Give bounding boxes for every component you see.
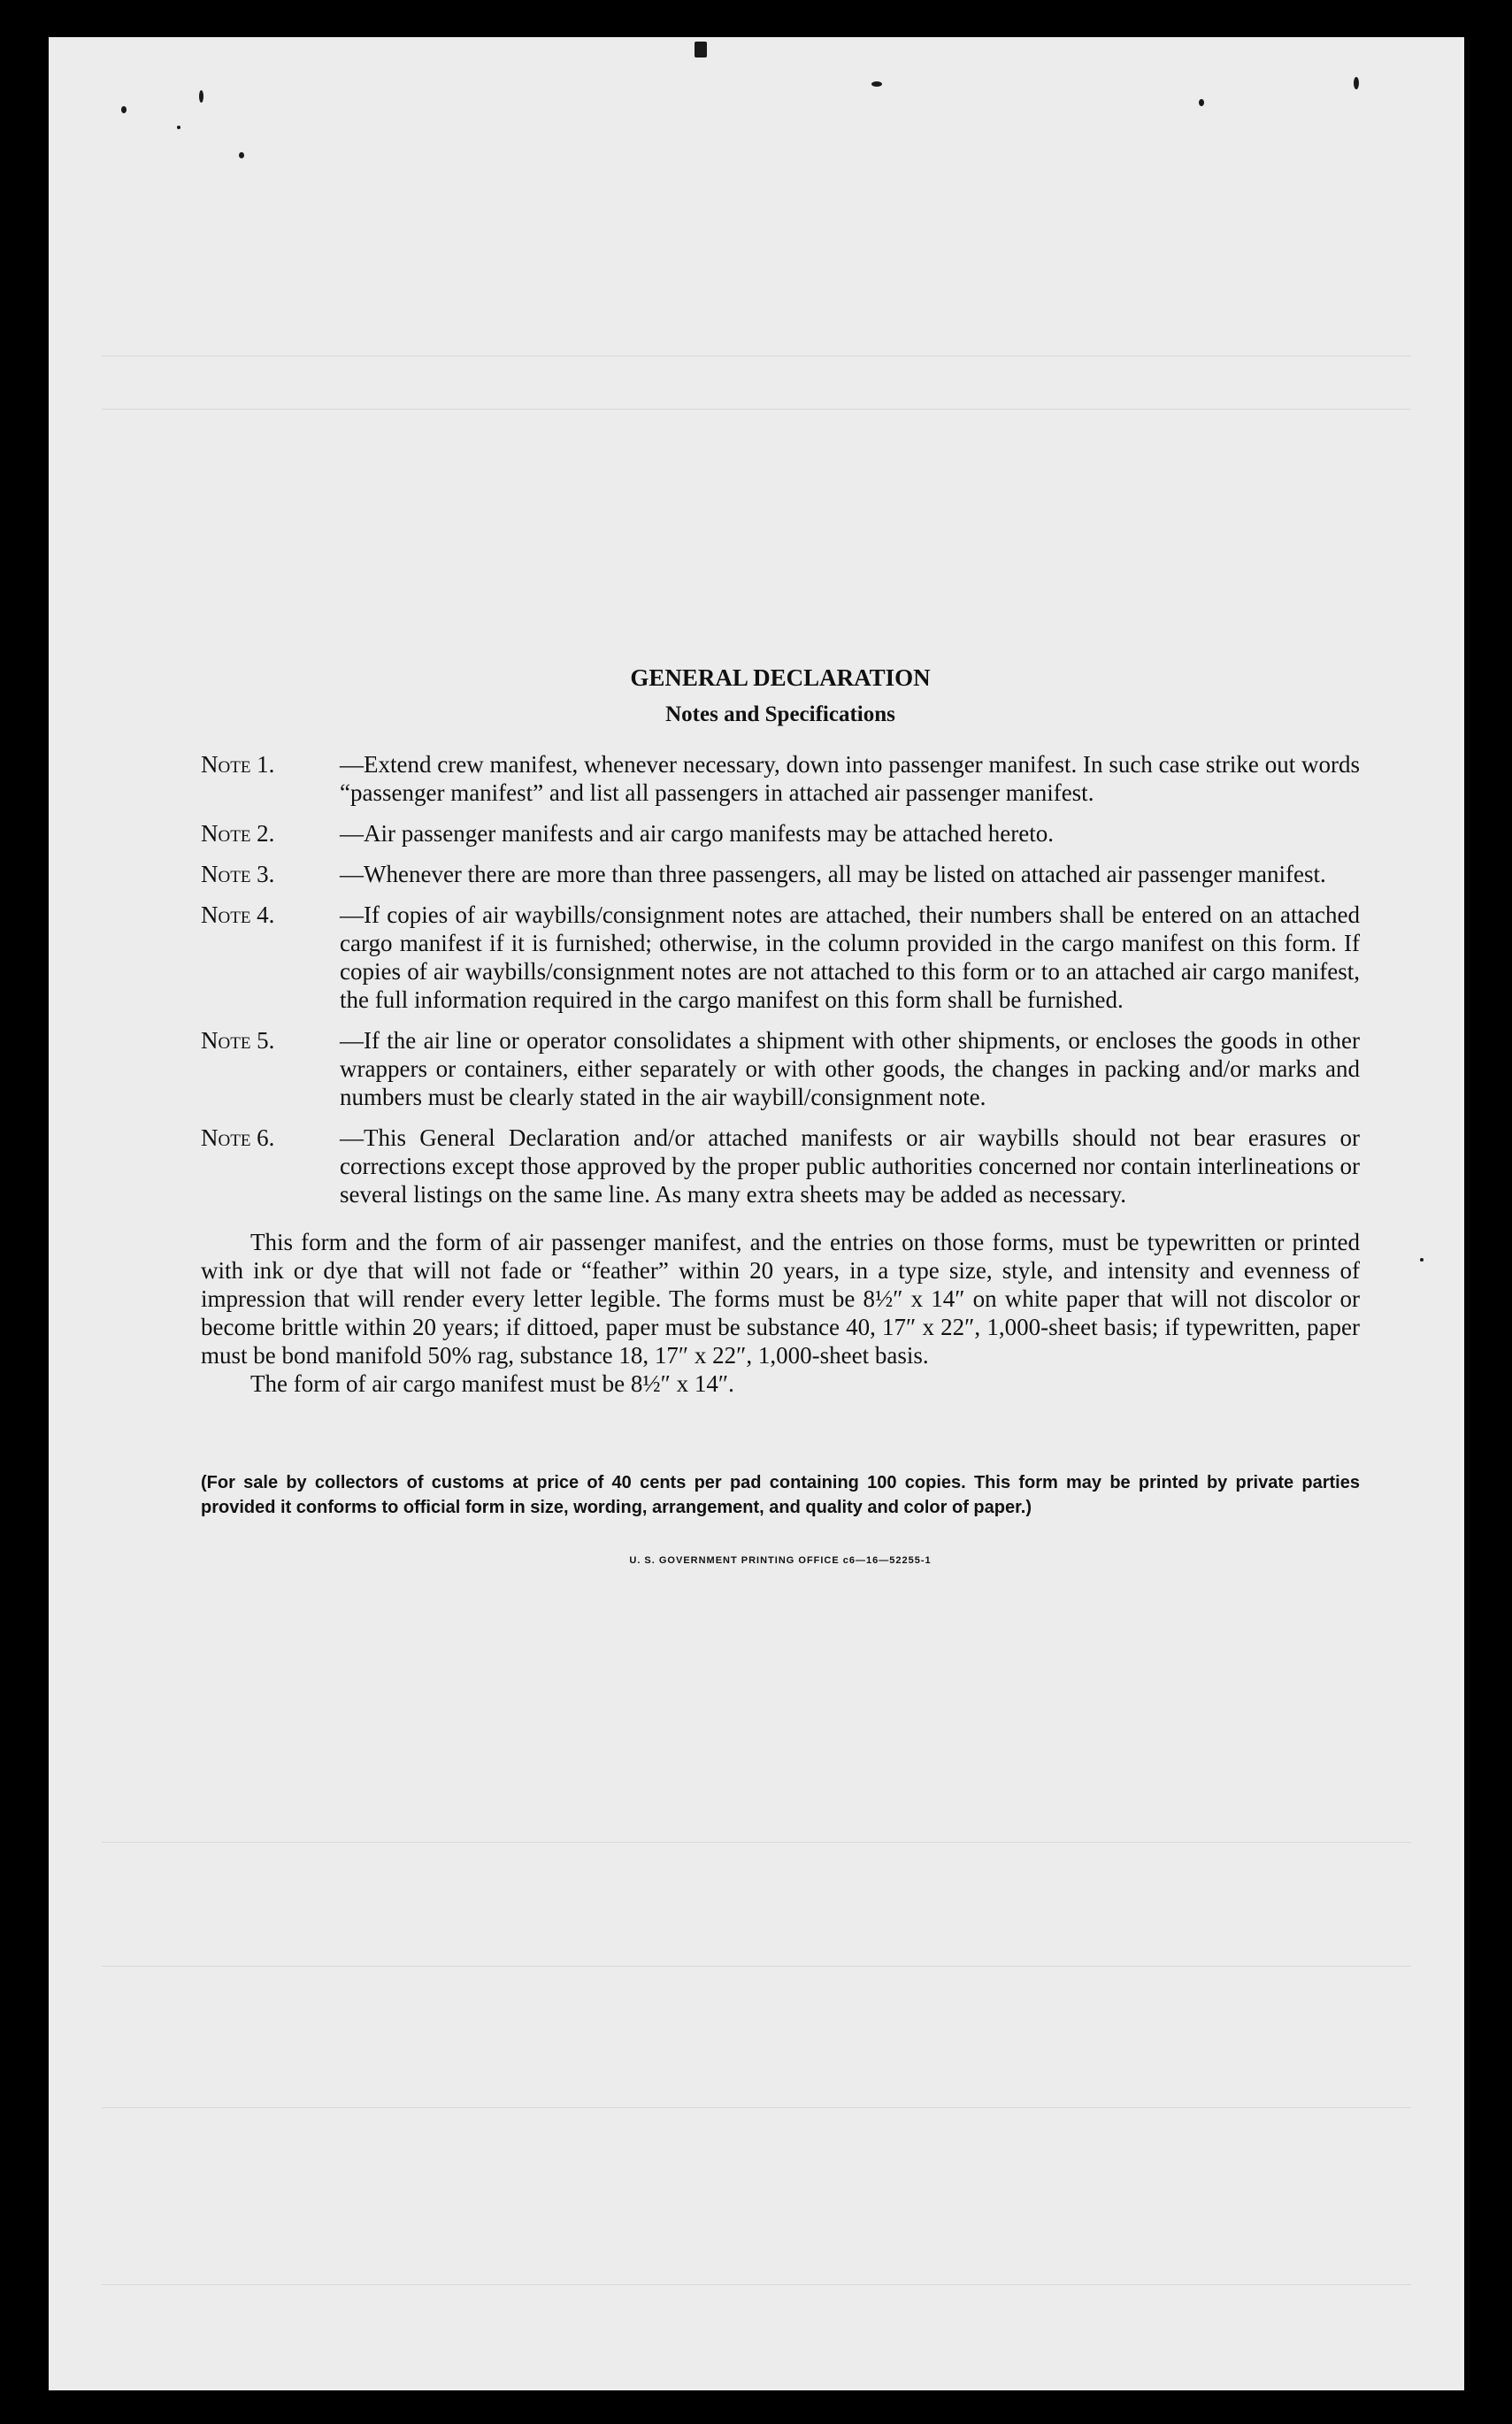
note-text: —Extend crew manifest, whenever necessary, down into passenger manifest. In such case strike out words “passenger manifest” and list all passengers in attached air passenger manifest.: [340, 751, 1360, 806]
sale-notice: (For sale by collectors of customs at price of 40 cents per pad containing 100 copies. This form may be printed by private parties provided it conforms to official form in size, wording, arrangement, and quality and color of paper.): [201, 1473, 1360, 1517]
note-5: [201, 1026, 1360, 1111]
note-label: Note 4.: [201, 901, 275, 928]
note-text: —If copies of air waybills/consignment notes are attached, their numbers shall be entered on an attached cargo manifest if it is furnished; otherwise, in the column provided in the cargo manifest on this form. If copies of air waybills/consignment notes are not attached to this form or to an attached air cargo manifest, the full information required in the cargo manifest on this form shall be furnished.: [340, 901, 1360, 1013]
note-label: Note 5.: [201, 1027, 275, 1054]
printer-imprint: U. S. GOVERNMENT PRINTING OFFICE c6—16—52255-1: [629, 1555, 932, 1566]
note-label: Note 6.: [201, 1124, 275, 1151]
note-label: Note 1.: [201, 751, 275, 778]
scan-speck: [177, 126, 180, 129]
note-text: —Air passenger manifests and air cargo manifests may be attached hereto.: [340, 820, 1054, 847]
page-title: GENERAL DECLARATION: [630, 664, 931, 691]
scan-speck: [1199, 99, 1204, 106]
bleed-rule: [102, 356, 1411, 357]
note-2: [201, 819, 1360, 848]
page-subtitle: Notes and Specifications: [665, 702, 895, 726]
bleed-rule: [102, 409, 1411, 410]
scan-speck: [1354, 77, 1359, 89]
document-body: [201, 664, 1360, 1575]
note-1: [201, 750, 1360, 807]
scan-speck: [239, 152, 244, 158]
note-text: —Whenever there are more than three passengers, all may be listed on attached air passenger manifest.: [340, 861, 1326, 887]
cargo-manifest-size-line: The form of air cargo manifest must be 8½″ x 14″.: [250, 1370, 734, 1397]
note-4: [201, 901, 1360, 1014]
note-label: Note 2.: [201, 820, 275, 847]
note-label: Note 3.: [201, 861, 275, 887]
bleed-rule: [102, 2107, 1411, 2108]
scan-speck: [121, 106, 127, 113]
bleed-rule: [102, 1966, 1411, 1967]
specification-paragraph: This form and the form of air passenger manifest, and the entries on those forms, must be typewritten or printed with ink or dye that will not fade or “feather” within 20 years, in a type size, style, and intensity and evenness of impression that will render every letter legible. The forms must be 8½″ x 14″ on white paper that will not discolor or become brittle within 20 years; if dittoed, paper must be substance 40, 17″ x 22″, 1,000-sheet basis; if typewritten, paper must be bond manifold 50% rag, substance 18, 17″ x 22″, 1,000-sheet basis.: [201, 1229, 1360, 1369]
note-text: —This General Declaration and/or attached manifests or air waybills should not bear erasures or corrections except those approved by the proper public authorities concerned nor contain interlineations or several listings on the same line. As many extra sheets may be added as necessary.: [340, 1124, 1360, 1208]
bleed-rule: [102, 1842, 1411, 1843]
bleed-rule: [102, 2284, 1411, 2285]
scan-speck: [1420, 1258, 1424, 1262]
note-3: [201, 860, 1360, 888]
scan-speck: [871, 81, 882, 87]
document-page: [49, 37, 1464, 2390]
scan-speck: [695, 42, 707, 58]
scan-speck: [199, 90, 203, 103]
note-text: —If the air line or operator consolidates a shipment with other shipments, or encloses the goods in other wrappers or containers, either separately or with other goods, the changes in packing and/or marks and numbers must be clearly stated in the air waybill/consignment note.: [340, 1027, 1360, 1110]
note-6: [201, 1124, 1360, 1208]
